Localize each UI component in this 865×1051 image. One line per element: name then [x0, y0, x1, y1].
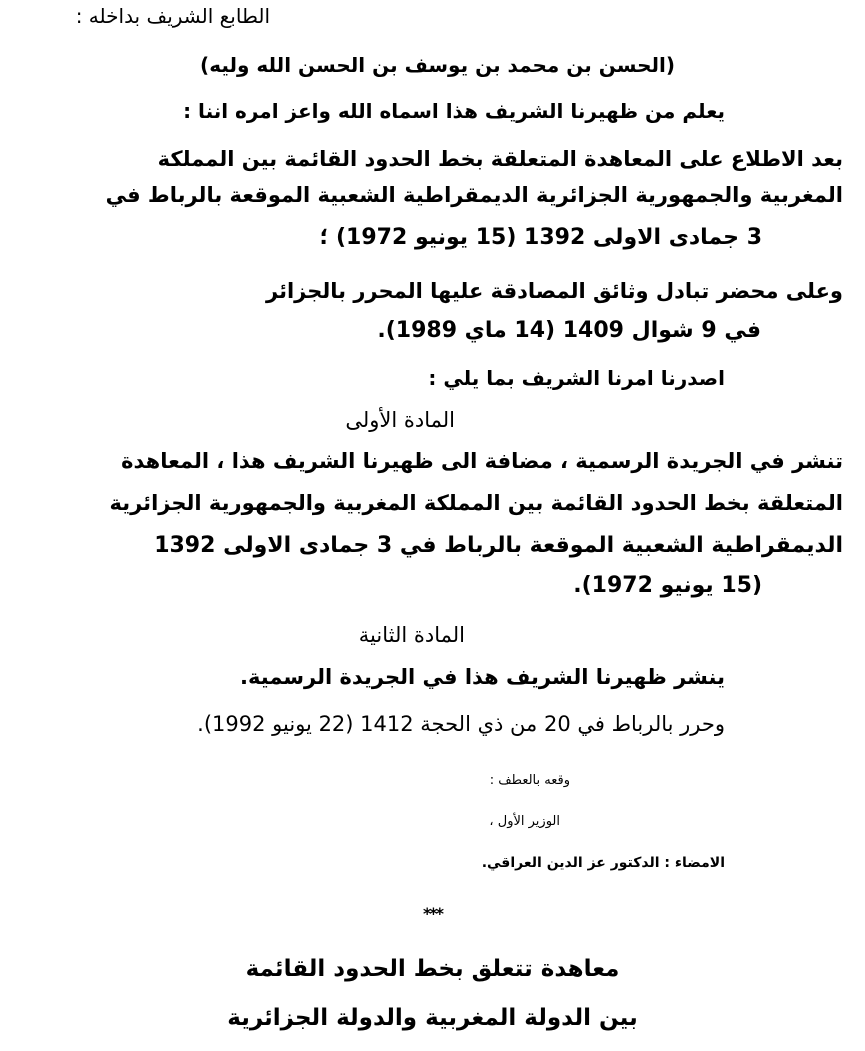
article-2-text: ينشر ظهيرنا الشريف هذا في الجريدة الرسمية.	[240, 665, 725, 689]
article-1-line-2: المتعلقة بخط الحدود القائمة بين المملكة المغربية والجمهورية الجزائرية	[109, 491, 843, 515]
article-1-title: المادة الأولى	[345, 408, 455, 432]
article-1-line-3: الديمقراطية الشعبية الموقعة بالرباط في 3 جمادى الاولى 1392	[154, 533, 843, 558]
article-1-line-1: تنشر في الجريدة الرسمية ، مضافة الى ظهيرنا الشريف هذا ، المعاهدة	[121, 449, 843, 473]
article-1-line-4: (15 يونيو 1972).	[573, 573, 762, 598]
king-name: (الحسن بن محمد بن يوسف بن الحسن الله وليه)	[200, 53, 675, 77]
countersign-label: وقعه بالعطف :	[489, 773, 570, 788]
treaty-title-line-2: بين الدولة المغربية والدولة الجزائرية	[227, 1005, 638, 1031]
recital-1-line-3: 3 جمادى الاولى 1392 (15 يونيو 1972) ؛	[319, 225, 762, 250]
recital-1-line-1: بعد الاطلاع على المعاهدة المتعلقة بخط الحدود القائمة بين المملكة	[157, 147, 843, 171]
recital-2-line-2: في 9 شوال 1409 (14 ماي 1989).	[377, 318, 761, 343]
seal-header: الطابع الشريف بداخله :	[75, 4, 270, 28]
countersign-signature: الامضاء : الدكتور عز الدين العراقي.	[481, 855, 725, 871]
separator-stars: ***	[422, 904, 443, 923]
decree: اصدرنا امرنا الشريف بما يلي :	[428, 366, 725, 390]
done-at: وحرر بالرباط في 20 من ذي الحجة 1412 (22 يونيو 1992).	[197, 712, 725, 736]
treaty-title-line-1: معاهدة تتعلق بخط الحدود القائمة	[245, 956, 620, 982]
countersign-role: الوزير الأول ،	[489, 814, 560, 829]
recital-1-line-2: المغربية والجمهورية الجزائرية الديمقراطية الشعبية الموقعة بالرباط في	[105, 183, 843, 207]
intro: يعلم من ظهيرنا الشريف هذا اسماه الله واعز امره اننا :	[183, 99, 725, 123]
article-2-title: المادة الثانية	[358, 623, 465, 647]
recital-2-line-1: وعلى محضر تبادل وثائق المصادقة عليها المحرر بالجزائر	[266, 279, 843, 303]
